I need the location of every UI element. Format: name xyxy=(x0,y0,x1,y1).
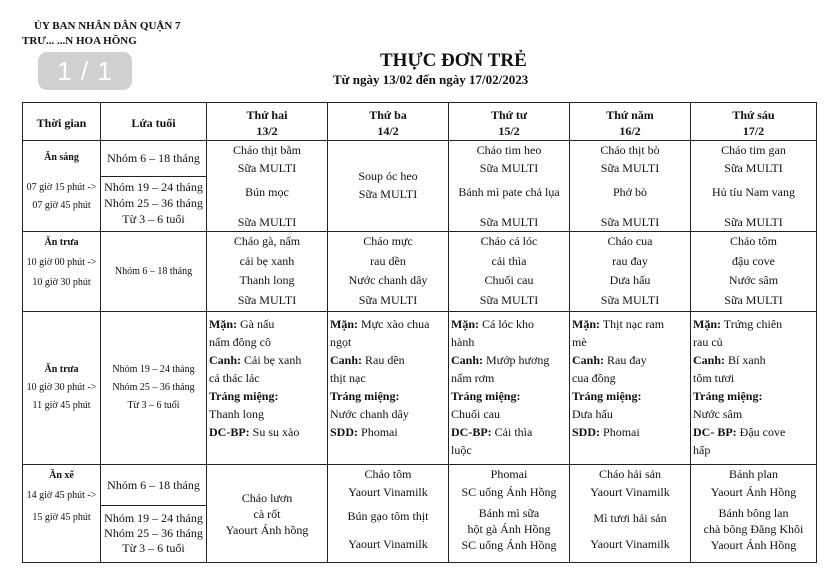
org-name: ỦY BAN NHÂN DÂN QUẬN 7 xyxy=(34,20,181,32)
age-group: Nhóm 25 – 36 tháng xyxy=(104,526,203,541)
header-day-fri: Thứ sáu 17/2 xyxy=(691,103,817,141)
lunch2-thu: Mặn: Thịt nạc ram mè Canh: Rau đay cua đồng Tráng miệng: Dưa hấu SDD: Phomai xyxy=(570,312,691,465)
snack-wed: Phomai SC uống Ánh Hồng Bánh mì sữa hột gà Ánh Hồng SC uống Ánh Hồng xyxy=(449,465,570,563)
school-name: TRƯ... ...N HOA HỒNG xyxy=(22,35,137,47)
snack-thu: Cháo hải sản Yaourt Vinamilk Mì tươi hải sản Yaourt Vinamilk xyxy=(570,465,691,563)
lunch1-tue: Cháo mực rau dền Nước chanh dây Sữa MULTI xyxy=(328,232,449,312)
age-group: Nhóm 6 – 18 tháng xyxy=(107,477,200,492)
age-group: Từ 3 – 6 tuổi xyxy=(122,541,185,556)
lunch2-mon: Mặn: Gà nấu nấm đông cô Canh: Cải bẹ xanh cá thác lác Tráng miệng: Thanh long DC-BP: Su su xào xyxy=(207,312,328,465)
page-title: THỰC ĐƠN TRẺ xyxy=(380,50,527,71)
snack-time: Ăn xế 14 giờ 45 phút -> 15 giờ 45 phút xyxy=(23,465,101,563)
age-group: Nhóm 19 – 24 tháng xyxy=(112,364,195,375)
menu-table xyxy=(22,102,817,563)
page-indicator: 1 / 1 xyxy=(38,52,132,90)
age-group: Nhóm 19 – 24 tháng xyxy=(104,511,203,526)
breakfast-fri: Cháo tim gan Sữa MULTI Hủ tíu Nam vang Sữa MULTI xyxy=(691,141,817,232)
lunch2-fri: Mặn: Trứng chiên rau củ Canh: Bí xanh tôm tươi Tráng miệng: Nước sâm DC- BP: Đậu cove hấp xyxy=(691,312,817,465)
age-group: Nhóm 19 – 24 tháng xyxy=(104,180,203,195)
header-row xyxy=(23,103,817,141)
breakfast-wed: Cháo tim heo Sữa MULTI Bánh mì pate chả lụa Sữa MULTI xyxy=(449,141,570,232)
age-group: Nhóm 6 – 18 tháng xyxy=(101,232,207,312)
lunch1-time: Ăn trưa 10 giờ 00 phút -> 10 giờ 30 phút xyxy=(23,232,101,312)
header-day-mon: Thứ hai 13/2 xyxy=(207,103,328,141)
lunch2-time: Ăn trưa 10 giờ 30 phút -> 11 giờ 45 phút xyxy=(23,312,101,465)
lunch2-wed: Mặn: Cá lóc kho hành Canh: Mướp hương nấm rơm Tráng miệng: Chuối cau DC-BP: Cải thìa luộc xyxy=(449,312,570,465)
age-group: Từ 3 – 6 tuổi xyxy=(122,212,185,227)
lunch-infant-row xyxy=(23,232,817,312)
header-time: Thời gian xyxy=(23,103,101,141)
breakfast-tue: Soup óc heo Sữa MULTI xyxy=(328,141,449,232)
lunch1-thu: Cháo cua rau đay Dưa hấu Sữa MULTI xyxy=(570,232,691,312)
breakfast-row xyxy=(23,141,817,232)
snack-mon: Cháo lươn cà rốt Yaourt Ánh hồng xyxy=(207,465,328,563)
header-day-wed: Thứ tư 15/2 xyxy=(449,103,570,141)
date-range: Từ ngày 13/02 đến ngày 17/02/2023 xyxy=(333,72,529,87)
lunch2-ages xyxy=(101,312,207,465)
lunch2-tue: Mặn: Mực xào chua ngọt Canh: Rau dền thịt nạc Tráng miệng: Nước chanh dây SDD: Phomai xyxy=(328,312,449,465)
header-day-tue: Thứ ba 14/2 xyxy=(328,103,449,141)
snack-row xyxy=(23,465,817,563)
breakfast-ages xyxy=(101,141,207,232)
breakfast-thu: Cháo thịt bò Sữa MULTI Phở bò Sữa MULTI xyxy=(570,141,691,232)
snack-fri: Bánh plan Yaourt Ánh Hồng Bánh bông lan chà bông Đăng Khôi Yaourt Ánh Hồng xyxy=(691,465,817,563)
lunch1-wed: Cháo cá lóc cải thìa Chuối cau Sữa MULTI xyxy=(449,232,570,312)
age-group: Nhóm 25 – 36 tháng xyxy=(104,196,203,211)
age-group: Từ 3 – 6 tuổi xyxy=(127,400,180,411)
age-group: Nhóm 6 – 18 tháng xyxy=(107,151,200,166)
header-age: Lứa tuổi xyxy=(101,103,207,141)
lunch-main-row xyxy=(23,312,817,465)
age-group: Nhóm 25 – 36 tháng xyxy=(112,382,195,393)
lunch1-mon: Cháo gà, nấm cải bẹ xanh Thanh long Sữa MULTI xyxy=(207,232,328,312)
lunch1-fri: Cháo tôm đậu cove Nước sâm Sữa MULTI xyxy=(691,232,817,312)
snack-ages xyxy=(101,465,207,563)
breakfast-time: Ăn sáng 07 giờ 15 phút -> 07 giờ 45 phút xyxy=(23,141,101,232)
header-day-thu: Thứ năm 16/2 xyxy=(570,103,691,141)
snack-tue: Cháo tôm Yaourt Vinamilk Bún gạo tôm thịt Yaourt Vinamilk xyxy=(328,465,449,563)
breakfast-mon: Cháo thịt bằm Sữa MULTI Bún mọc Sữa MULTI xyxy=(207,141,328,232)
